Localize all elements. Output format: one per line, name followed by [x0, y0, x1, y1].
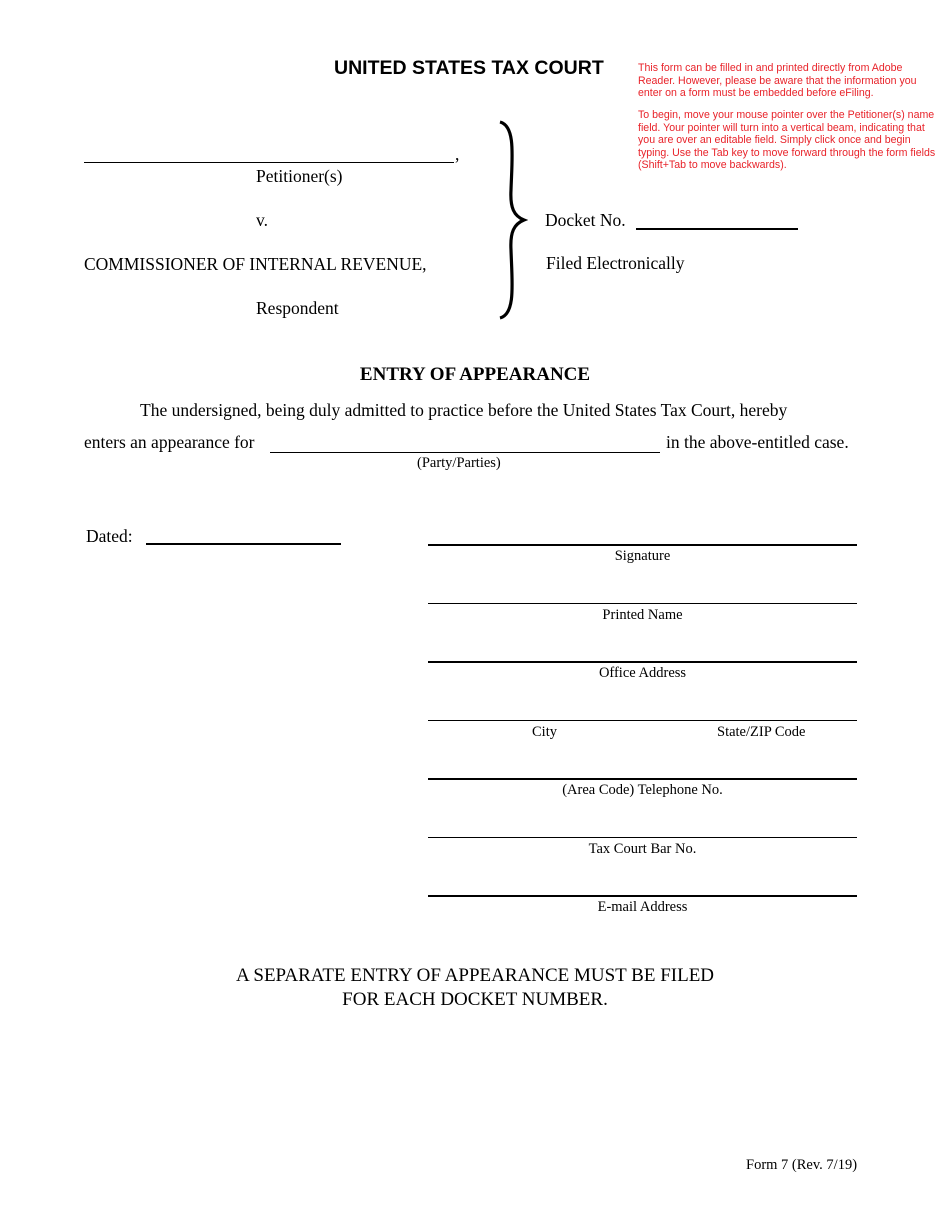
respondent-label: Respondent	[256, 298, 339, 318]
state-zip-label: State/ZIP Code	[717, 724, 806, 740]
statement-prefix: enters an appearance for	[84, 432, 255, 452]
city-label: City	[532, 724, 557, 740]
instructions-paragraph-2: To begin, move your mouse pointer over the Petitioner(s) name field. Your pointer will turn into a vertical beam, indicating that you are over an editable field. Simply click once and begin typing. Use the Tab key to move forward through the form fields (Shift+Tab to move backwards).	[638, 109, 936, 172]
bar-number-line[interactable]	[428, 837, 857, 838]
party-underline	[270, 452, 660, 453]
statement-line-1: The undersigned, being duly admitted to practice before the United States Tax Court, hereby	[140, 400, 788, 420]
docket-label: Docket No.	[545, 210, 626, 230]
docket-underline	[636, 228, 798, 230]
petitioner-name-field[interactable]	[84, 142, 454, 162]
form-number: Form 7 (Rev. 7/19)	[746, 1157, 858, 1173]
filed-electronically-label: Filed Electronically	[546, 253, 685, 273]
signature-label: Signature	[614, 548, 671, 564]
versus-label: v.	[256, 210, 268, 230]
separate-entry-warning-line-2: FOR EACH DOCKET NUMBER.	[342, 989, 608, 1010]
party-caption: (Party/Parties)	[417, 455, 501, 471]
city-state-line[interactable]	[428, 720, 857, 721]
printed-name-label: Printed Name	[602, 607, 683, 623]
petitioner-comma: ,	[455, 144, 460, 164]
court-title: UNITED STATES TAX COURT	[334, 57, 604, 79]
separate-entry-warning-line-1: A SEPARATE ENTRY OF APPEARANCE MUST BE FILED	[235, 965, 715, 986]
respondent-name: COMMISSIONER OF INTERNAL REVENUE,	[84, 254, 427, 274]
party-name-field[interactable]	[270, 432, 660, 452]
caption-brace-icon	[494, 118, 528, 322]
statement-suffix: in the above-entitled case.	[666, 432, 849, 452]
instructions-paragraph-1: This form can be filled in and printed directly from Adobe Reader. However, please be aware that the information you enter on a form must be embedded before eFiling.	[638, 62, 917, 100]
dated-underline	[146, 543, 341, 545]
office-address-line[interactable]	[428, 661, 857, 663]
petitioner-label: Petitioner(s)	[256, 166, 343, 186]
telephone-line[interactable]	[428, 778, 857, 780]
bar-number-label: Tax Court Bar No.	[588, 841, 697, 857]
petitioner-name-underline	[84, 162, 454, 163]
telephone-label: (Area Code) Telephone No.	[562, 782, 723, 798]
signature-line[interactable]	[428, 544, 857, 546]
document-title: ENTRY OF APPEARANCE	[359, 364, 591, 385]
email-line[interactable]	[428, 895, 857, 897]
dated-label: Dated:	[86, 526, 133, 546]
docket-number-field[interactable]	[636, 208, 798, 228]
office-address-label: Office Address	[598, 665, 687, 681]
printed-name-line[interactable]	[428, 603, 857, 604]
dated-field[interactable]	[146, 524, 341, 544]
email-label: E-mail Address	[597, 899, 688, 915]
